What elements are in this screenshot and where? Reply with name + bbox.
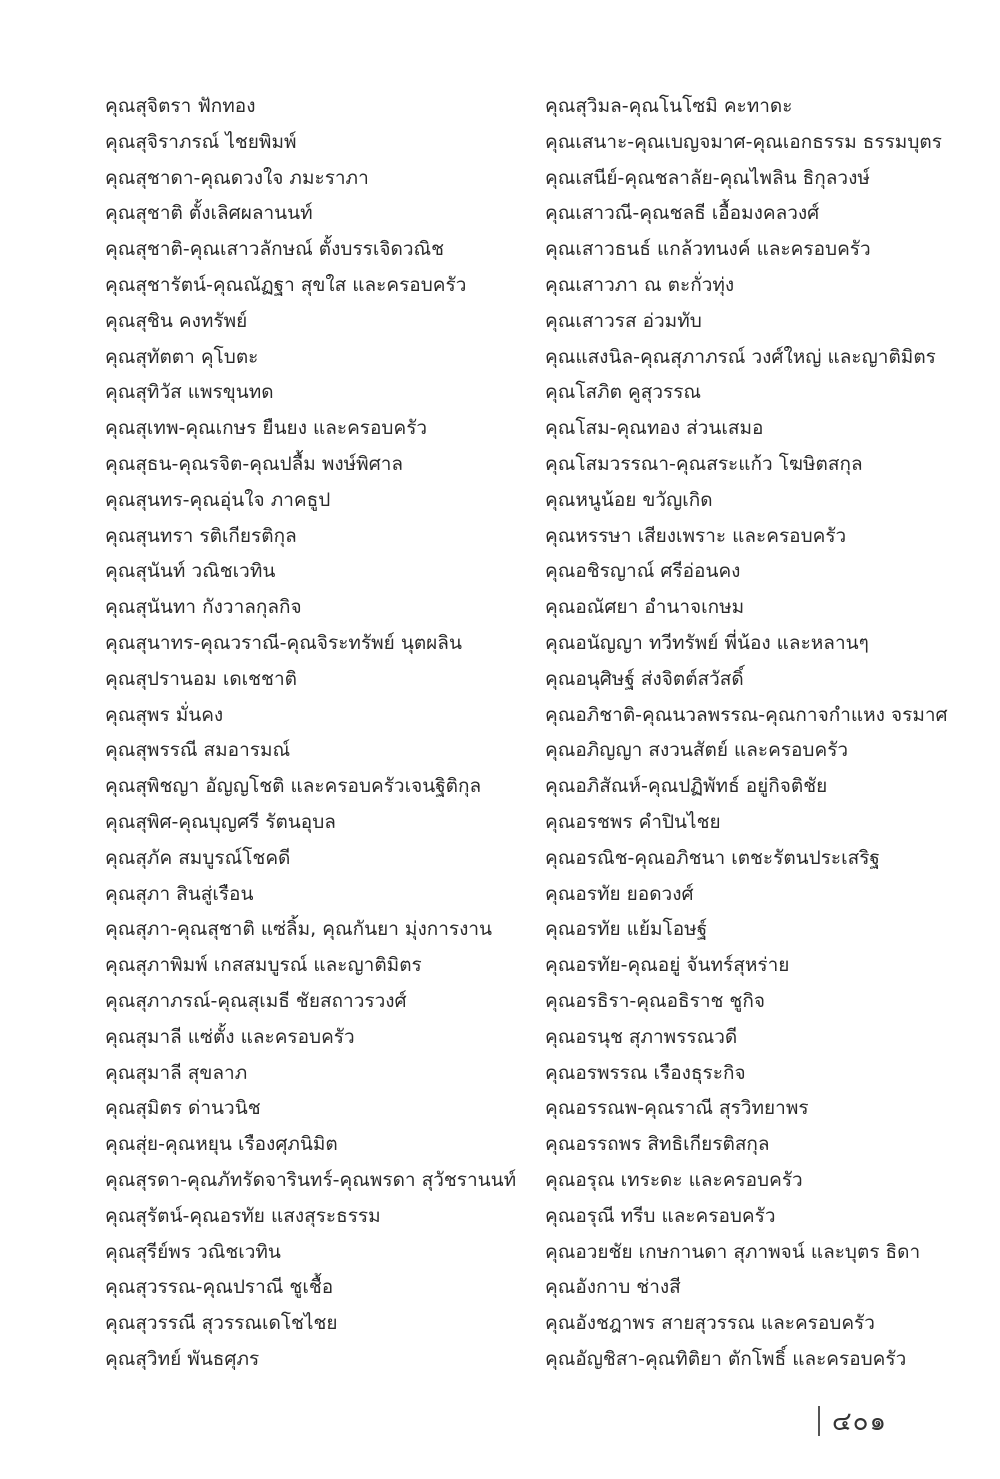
donor-name: คุณสุ่ย-คุณหยุน เรืองศุภนิมิต xyxy=(105,1133,338,1156)
donor-name: คุณอรุณ เทระดะ และครอบครัว xyxy=(545,1168,803,1191)
donor-name: คุณสุวิมล-คุณโนโซมิ คะทาดะ xyxy=(545,95,793,117)
donor-name: คุณสุจิตรา ฟักทอง xyxy=(105,95,256,117)
donor-name: คุณอรทัย แย้มโอษฐ์ xyxy=(545,918,708,941)
donor-name: คุณโสมวรรณา-คุณสระแก้ว โฆษิตสกุล xyxy=(545,452,863,475)
donor-name: คุณโสภิต คูสุวรรณ xyxy=(545,381,702,404)
donor-name: คุณสุชารัตน์-คุณณัฏฐา สุขใส และครอบครัว xyxy=(105,273,467,296)
donor-name: คุณเสนีย์-คุณชลาลัย-คุณไพลิน ธิกุลวงษ์ xyxy=(545,166,870,189)
donor-name: คุณสุปรานอม เดเชชาติ xyxy=(105,667,297,690)
donor-name: คุณสุจิราภรณ์ ไชยพิมพ์ xyxy=(105,130,297,153)
donor-name: คุณสุนันทา กังวาลกุลกิจ xyxy=(105,596,302,619)
donor-name: คุณอังชฎาพร สายสุวรรณ และครอบครัว xyxy=(545,1312,875,1335)
donor-name: คุณสุรัตน์-คุณอรทัย แสงสุระธรรม xyxy=(105,1204,381,1227)
donor-name: คุณอนัญญา ทวีทรัพย์ พี่น้อง และหลานๆ xyxy=(545,631,869,654)
donor-name: คุณสุชาดา-คุณดวงใจ ภมะราภา xyxy=(105,166,369,189)
donor-name: คุณสุพิชญา อัญญโชติ และครอบครัวเจนฐิติกุล xyxy=(105,775,482,798)
donor-list-right xyxy=(545,89,965,1378)
donor-name: คุณสุมาลี แซ่ตั้ง และครอบครัว xyxy=(105,1025,355,1048)
donor-name: คุณหนูน้อย ขวัญเกิด xyxy=(545,488,713,511)
donor-list-left xyxy=(105,89,535,1378)
donor-name: คุณอณัศยา อำนาจเกษม xyxy=(545,596,745,619)
donor-name: คุณหรรษา เสียงเพราะ และครอบครัว xyxy=(545,524,847,547)
donor-name: คุณสุภัค สมบูรณ์โชคดี xyxy=(105,846,291,869)
donor-name: คุณอวยชัย เกษกานดา สุภาพจน์ และบุตร ธิดา xyxy=(545,1240,921,1263)
donor-name: คุณอรนุช สุภาพรรณวดี xyxy=(545,1025,738,1048)
donor-name: คุณอรรณพ-คุณราณี สุรวิทยาพร xyxy=(545,1097,809,1120)
donor-name: คุณสุทัตตา คุโบตะ xyxy=(105,345,259,368)
donor-name: คุณเสนาะ-คุณเบญจมาศ-คุณเอกธรรม ธรรมบุตร xyxy=(545,130,942,153)
donor-name: คุณสุพิศ-คุณบุญศรี รัตนอุบล xyxy=(105,810,336,833)
donor-name: คุณเสาวภา ณ ตะกั่วทุ่ง xyxy=(545,273,735,296)
donor-name: คุณอรุณี ทรีบ และครอบครัว xyxy=(545,1204,776,1227)
donor-name: คุณอังกาบ ช่างสี xyxy=(545,1276,681,1299)
donor-name: คุณสุวิทย์ พันธศุภร xyxy=(105,1347,260,1370)
donor-name: คุณสุมิตร ด่านวนิช xyxy=(105,1097,261,1120)
donor-name: คุณสุนาทร-คุณวราณี-คุณจิระทรัพย์ นุตผลิน xyxy=(105,631,462,654)
donor-name: คุณสุทิวัส แพรขุนทด xyxy=(105,381,274,404)
folio-divider xyxy=(818,1406,820,1436)
donor-name: คุณอัญชิสา-คุณทิติยา ตักโพธิ์ และครอบครัว xyxy=(545,1347,907,1370)
donor-name: คุณสุชาติ ตั้งเลิศผลานนท์ xyxy=(105,202,313,225)
donor-name: คุณสุวรรณี สุวรรณเดโชไชย xyxy=(105,1312,338,1335)
donor-name: คุณสุนทรา รติเกียรติกุล xyxy=(105,524,297,547)
donor-name: คุณสุภา-คุณสุชาติ แซ่ลิ้ม, คุณกันยา มุ่งการงาน xyxy=(105,918,493,941)
donor-name: คุณสุวรรณ-คุณปราณี ชูเชื้อ xyxy=(105,1276,334,1299)
donor-name: คุณสุภาพิมพ์ เกสสมบูรณ์ และญาติมิตร xyxy=(105,954,422,977)
donor-name: คุณสุนันท์ วณิชเวทิน xyxy=(105,560,276,583)
donor-name: คุณอภิญญา สงวนสัตย์ และครอบครัว xyxy=(545,739,849,762)
donor-name: คุณอชิรญาณ์ ศรีอ่อนคง xyxy=(545,560,741,583)
donor-name: คุณอรรถพร สิทธิเกียรติสกุล xyxy=(545,1133,770,1156)
donor-name: คุณสุภา สินสู่เรือน xyxy=(105,882,254,905)
donor-name: คุณเสาวรส อ่วมทับ xyxy=(545,309,702,332)
donor-name: คุณอรทัย-คุณอยู่ จันทร์สุหร่าย xyxy=(545,954,790,977)
donor-name: คุณสุภาภรณ์-คุณสุเมธี ชัยสถาวรวงศ์ xyxy=(105,989,407,1012)
donor-name: คุณสุนทร-คุณอุ่นใจ ภาคธูป xyxy=(105,488,331,511)
donor-name: คุณอรณิช-คุณอภิชนา เตชะรัตนประเสริฐ xyxy=(545,846,880,869)
donor-name: คุณอนุศิษฐ์ ส่งจิตต์สวัสดิ์ xyxy=(545,667,744,690)
donor-name: คุณสุพรรณี สมอารมณ์ xyxy=(105,739,291,762)
donor-name: คุณสุพร มั่นคง xyxy=(105,703,224,726)
donor-name: คุณสุชิน คงทรัพย์ xyxy=(105,309,248,332)
donor-name: คุณสุธน-คุณรจิต-คุณปลื้ม พงษ์พิศาล xyxy=(105,452,404,475)
donor-name: คุณสุมาลี สุขลาภ xyxy=(105,1061,248,1084)
donor-name: คุณสุเทพ-คุณเกษร ยืนยง และครอบครัว xyxy=(105,417,428,440)
donor-name: คุณอรพรรณ เรืองธุระกิจ xyxy=(545,1061,746,1084)
donor-name: คุณเสาวณี-คุณชลธี เอื้อมงคลวงศ์ xyxy=(545,202,820,225)
donor-name: คุณแสงนิล-คุณสุภาภรณ์ วงศ์ใหญ่ และญาติมิตร xyxy=(545,345,936,368)
donor-name: คุณอรทัย ยอดวงศ์ xyxy=(545,882,694,905)
donor-name: คุณสุรดา-คุณภัทรัดจารินทร์-คุณพรดา สุวัชรานนท์ xyxy=(105,1168,517,1191)
donor-name: คุณอรธิรา-คุณอธิราช ชูกิจ xyxy=(545,989,765,1012)
donor-name: คุณอภิชาติ-คุณนวลพรรณ-คุณกาจกำแหง จรมาศ xyxy=(545,703,948,726)
donor-name: คุณอภิสัณห์-คุณปฏิพัทธ์ อยู่กิจติชัย xyxy=(545,775,828,798)
page-footer xyxy=(818,1404,887,1438)
donor-name: คุณเสาวธนธ์ แกล้วทนงค์ และครอบครัว xyxy=(545,238,871,261)
donor-name: คุณอรชพร คำปินไชย xyxy=(545,810,721,833)
donor-name: คุณสุชาติ-คุณเสาวลักษณ์ ตั้งบรรเจิดวณิช xyxy=(105,238,445,261)
donor-name: คุณโสม-คุณทอง ส่วนเสมอ xyxy=(545,417,764,440)
donor-name: คุณสุรีย์พร วณิชเวทิน xyxy=(105,1240,281,1263)
page-number: ๔๐๑ xyxy=(832,1406,888,1437)
